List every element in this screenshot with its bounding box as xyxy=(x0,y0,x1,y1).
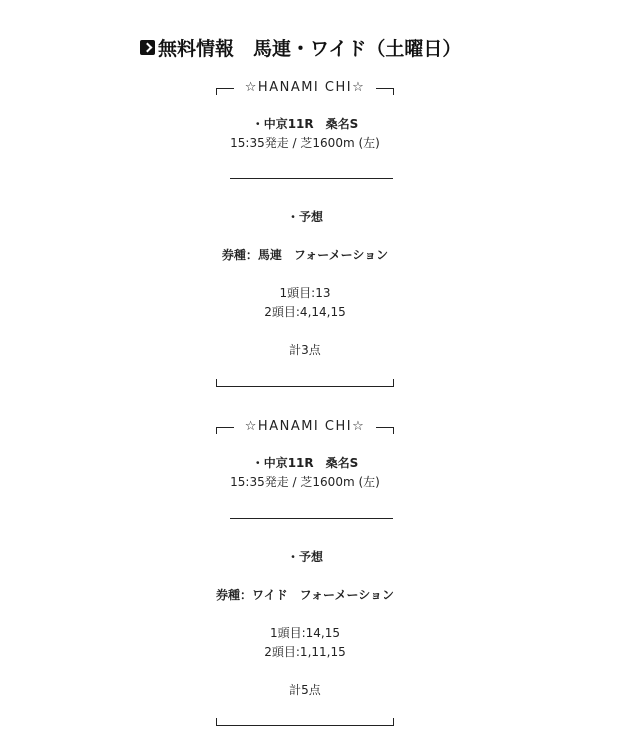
section-1-prediction-label: ・予想 xyxy=(286,210,323,224)
section-2-prediction-label: ・予想 xyxy=(286,550,323,564)
section-2-total: 計5点 xyxy=(289,683,321,697)
section-2-second-leg: 2頭目:1,11,15 xyxy=(264,645,346,659)
section-1-frame-bottom xyxy=(216,379,394,387)
section-1-detail-line: 15:35発走 / 芝1600m (左) xyxy=(230,136,380,150)
section-1-second-leg: 2頭目:4,14,15 xyxy=(264,305,346,319)
section-1-ticket-type: 券種：馬連 フォーメーション xyxy=(221,248,389,262)
section-1-race-line: ・中京11R 桑名S xyxy=(251,117,359,131)
section-2-race-line: ・中京11R 桑名S xyxy=(251,456,359,470)
chevron-right-square-icon xyxy=(140,40,155,55)
section-2-frame-bottom xyxy=(216,718,394,726)
section-2-first-leg: 1頭目:14,15 xyxy=(269,626,341,640)
page-title-text: 無料情報 馬連・ワイド（土曜日） xyxy=(158,37,462,60)
section-1-divider xyxy=(230,178,393,179)
section-2-detail-line: 15:35発走 / 芝1600m (左) xyxy=(230,475,380,489)
section-1-brand: ☆HANAMI CHI☆ xyxy=(244,80,366,95)
page-title xyxy=(140,33,461,61)
section-2-ticket-type: 券種：ワイド フォーメーション xyxy=(216,588,394,602)
section-1-total: 計3点 xyxy=(289,343,321,357)
section-2-divider xyxy=(230,518,393,519)
section-2-brand: ☆HANAMI CHI☆ xyxy=(244,419,366,434)
section-1-first-leg: 1頭目:13 xyxy=(279,286,331,300)
